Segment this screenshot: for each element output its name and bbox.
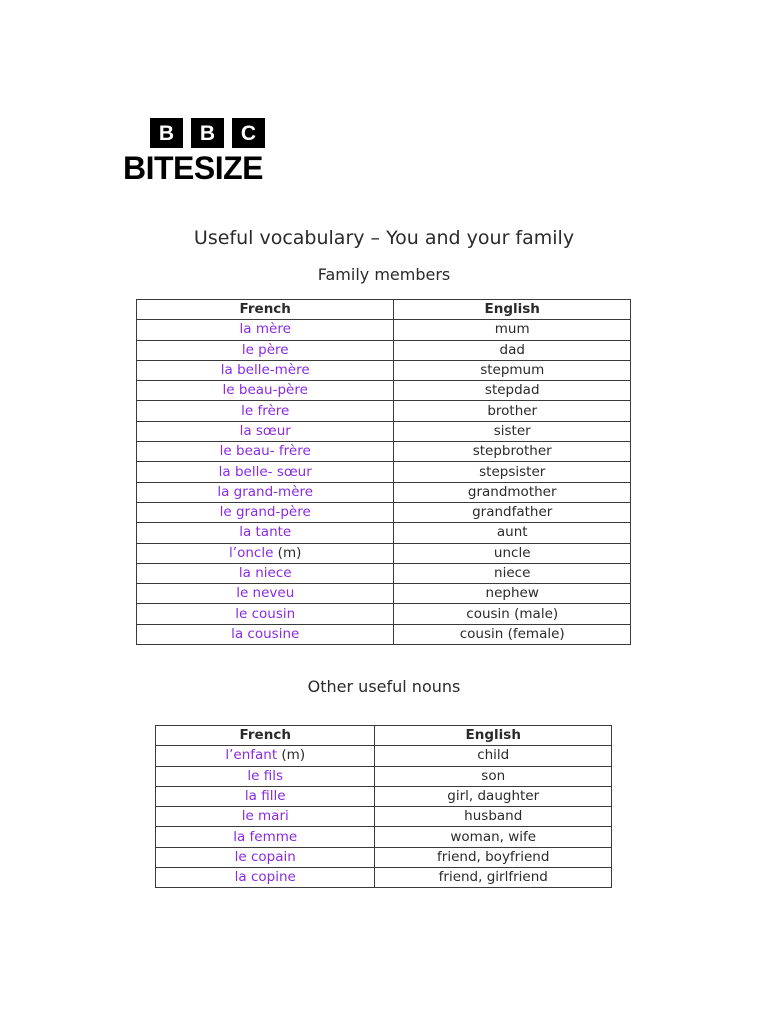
english-cell: husband — [375, 807, 612, 827]
french-cell — [137, 482, 394, 502]
french-cell — [156, 807, 375, 827]
table-row — [137, 462, 631, 482]
english-cell: niece — [394, 563, 631, 583]
table-row — [137, 543, 631, 563]
french-cell — [137, 502, 394, 522]
french-word: le cousin — [235, 605, 296, 622]
french-cell — [137, 320, 394, 340]
column-header-english: English — [375, 726, 612, 746]
english-cell: cousin (female) — [394, 624, 631, 644]
english-cell: friend, boyfriend — [375, 847, 612, 867]
english-cell: grandfather — [394, 502, 631, 522]
page-title: Useful vocabulary – You and your family — [193, 227, 575, 249]
family-members-table — [136, 299, 631, 645]
english-cell: stepmum — [394, 360, 631, 380]
english-cell: friend, girlfriend — [375, 868, 612, 888]
french-cell — [137, 442, 394, 462]
english-cell: stepdad — [394, 381, 631, 401]
table-row — [156, 746, 612, 766]
english-cell: sister — [394, 421, 631, 441]
bbc-letter-row — [150, 118, 293, 148]
french-cell — [137, 523, 394, 543]
gender-note: (m) — [273, 544, 302, 561]
table-row — [156, 766, 612, 786]
french-word: l’enfant — [225, 747, 278, 764]
bbc-letter-box: C — [232, 118, 265, 148]
french-word: la niece — [238, 565, 292, 581]
french-word: le fils — [247, 767, 284, 784]
french-word: la tante — [239, 524, 292, 541]
table-row — [156, 786, 612, 806]
french-word: le père — [241, 341, 289, 358]
other-nouns-body — [156, 746, 612, 888]
bitesize-wordmark: BITESIZE — [123, 150, 264, 186]
table-row — [156, 807, 612, 827]
table-row — [156, 847, 612, 867]
english-cell: dad — [394, 340, 631, 360]
english-cell: son — [375, 766, 612, 786]
table-header-row — [156, 726, 612, 746]
french-word: la sœur — [239, 422, 291, 439]
english-cell: woman, wife — [375, 827, 612, 847]
french-cell — [137, 340, 394, 360]
french-word: le beau-père — [222, 382, 308, 399]
french-word: le mari — [241, 808, 289, 825]
column-header-english: English — [394, 300, 631, 320]
french-cell — [137, 462, 394, 482]
french-word: la cousine — [231, 625, 300, 642]
english-cell: nephew — [394, 584, 631, 604]
table-row — [137, 340, 631, 360]
french-word: la mère — [239, 321, 291, 338]
french-word: le beau- frère — [219, 443, 311, 460]
section-title-family-members: Family members — [317, 265, 451, 284]
english-cell: brother — [394, 401, 631, 421]
english-cell: stepbrother — [394, 442, 631, 462]
english-cell: grandmother — [394, 482, 631, 502]
french-word: la belle-mère — [220, 362, 310, 379]
french-word: le neveu — [236, 585, 295, 602]
french-cell — [156, 847, 375, 867]
other-nouns-table — [155, 725, 612, 888]
french-word: la belle- sœur — [218, 463, 312, 480]
french-cell — [137, 543, 394, 563]
french-cell — [137, 563, 394, 583]
french-word: le grand-père — [219, 504, 311, 521]
table-header-row — [137, 300, 631, 320]
english-cell: girl, daughter — [375, 786, 612, 806]
french-cell — [137, 604, 394, 624]
french-cell — [137, 381, 394, 401]
table-row — [156, 827, 612, 847]
french-word: la fille — [244, 788, 286, 805]
french-cell — [137, 401, 394, 421]
table-row — [137, 360, 631, 380]
table-row — [137, 320, 631, 340]
column-header-french: French — [137, 300, 394, 320]
table-row — [137, 482, 631, 502]
section-title-other-useful-nouns: Other useful nouns — [307, 677, 461, 696]
english-cell: aunt — [394, 523, 631, 543]
table-row — [137, 563, 631, 583]
bbc-bitesize-logo — [123, 118, 293, 186]
french-word: le copain — [234, 848, 296, 865]
french-cell — [137, 624, 394, 644]
english-cell: mum — [394, 320, 631, 340]
french-word: la copine — [234, 869, 296, 886]
table-row — [137, 442, 631, 462]
english-cell: uncle — [394, 543, 631, 563]
french-word: la femme — [233, 828, 298, 845]
french-cell — [156, 766, 375, 786]
french-cell — [137, 584, 394, 604]
french-cell — [156, 786, 375, 806]
table-row — [137, 421, 631, 441]
french-cell — [137, 421, 394, 441]
table-row — [137, 624, 631, 644]
bbc-letter-box: B — [150, 118, 183, 148]
french-cell — [156, 827, 375, 847]
table-row — [137, 523, 631, 543]
french-cell — [137, 360, 394, 380]
french-cell — [156, 868, 375, 888]
table-row — [137, 381, 631, 401]
english-cell: child — [375, 746, 612, 766]
table-row — [137, 604, 631, 624]
table-row — [156, 868, 612, 888]
french-word: l’oncle — [229, 544, 274, 561]
english-cell: stepsister — [394, 462, 631, 482]
french-word: le frère — [241, 402, 290, 419]
table-row — [137, 584, 631, 604]
english-cell: cousin (male) — [394, 604, 631, 624]
gender-note: (m) — [277, 747, 306, 764]
french-word: la grand-mère — [217, 483, 314, 500]
family-members-body — [137, 320, 631, 645]
column-header-french: French — [156, 726, 375, 746]
table-row — [137, 502, 631, 522]
french-cell — [156, 746, 375, 766]
bbc-letter-box: B — [191, 118, 224, 148]
table-row — [137, 401, 631, 421]
